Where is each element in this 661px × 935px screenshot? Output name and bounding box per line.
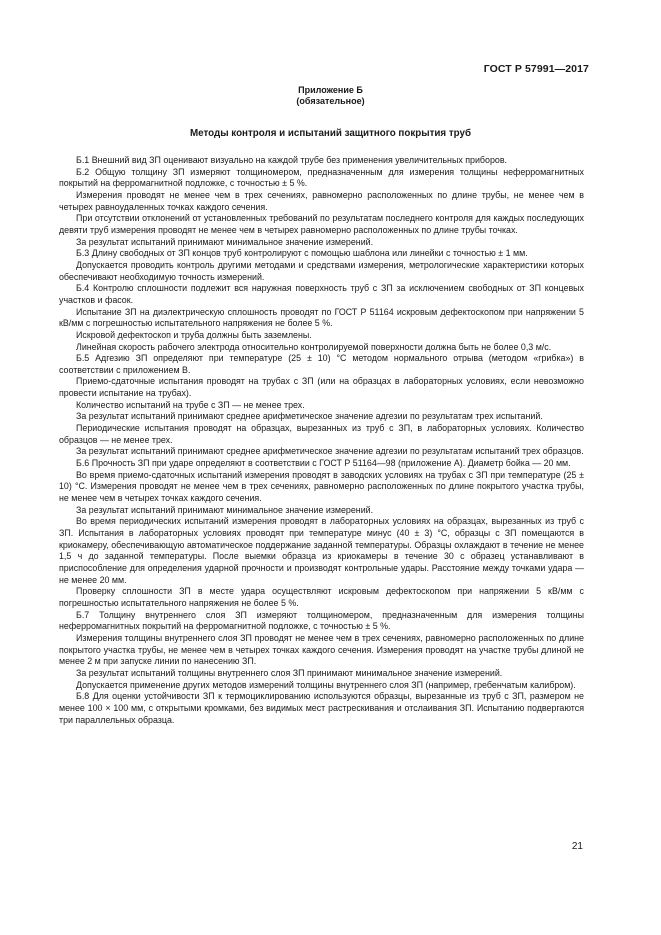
- paragraph: При отсутствии отклонений от установленных требований по результатам последнего контроля для каждых последующих девяти труб измерения проводят не менее чем в четырех равномерно расположенных по длине трубы точках.: [59, 213, 584, 235]
- paragraph: Искровой дефектоскоп и труба должны быть заземлены.: [76, 329, 312, 340]
- paragraph: Количество испытаний на трубе с ЗП — не менее трех.: [76, 399, 305, 410]
- body-text: [59, 155, 584, 726]
- paragraph: За результат испытаний принимают минимальное значение измерений.: [76, 504, 374, 515]
- section-title: Методы контроля и испытаний защитного покрытия труб: [189, 128, 471, 139]
- paragraph: Периодические испытания проводят на образцах, вырезанных из труб с ЗП, в лабораторных условиях. Количество образцов — не менее трех.: [59, 423, 584, 445]
- paragraph: За результат испытаний принимают минимальное значение измерений.: [76, 236, 374, 247]
- appendix-title: Приложение Б: [298, 85, 363, 95]
- paragraph: За результат испытаний толщины внутреннего слоя ЗП принимают минимальное значение измерений.: [76, 667, 503, 678]
- paragraph: Б.2 Общую толщину ЗП измеряют толщиномером, предназначенным для измерения толщины неферромагнитных покрытий на ферромагнитной подложке, с точностью ± 5 %.: [59, 166, 584, 189]
- paragraph: Приемо-сдаточные испытания проводят на трубах с ЗП (или на образцах в лабораторных условиях, если невозможно провести испытание на трубах).: [59, 376, 584, 399]
- paragraph: Б.1 Внешний вид ЗП оценивают визуально на каждой трубе без применения увеличительных приборов.: [76, 155, 507, 165]
- paragraph: Во время периодических испытаний измерения проводят в лабораторных условиях на образцах, вырезанных из труб с ЗП. Испытания в лабораторных условиях проводят при температуре минус (40 ± 3) °С, образцы с ЗП помещаются в криокамеру, обеспечивающую автоматическое поддержание заданной температуры. Образцы охлаждают в течение не менее 1,5 ч до заданной температуры. После выемки образца из криокамеры в течение 30 с образец устанавливают в приспособление для определения ударной прочности и производят контрольные удары. Расстояние между точками удара — не менее 20 мм.: [59, 516, 584, 585]
- page-number: 21: [571, 841, 583, 852]
- paragraph: Проверку сплошности ЗП в месте удара осуществляют искровым дефектоскопом при напряжении 5 кВ/мм с погрешностью испытательного напряжения не более 5 %.: [59, 586, 584, 608]
- paragraph: Измерения толщины внутреннего слоя ЗП проводят не менее чем в трех сечениях, равномерно расположенных по длине покрытого участка трубы, не менее чем в четырех точках каждого сечения. Измерения проводят на участке трубы длиной не менее 2 м при запуске линии по нанесению ЗП.: [59, 632, 584, 667]
- paragraph: Во время приемо-сдаточных испытаний измерения проводят в заводских условиях на трубах с ЗП при температуре (25 ± 10) °С. Измерения проводят не менее чем в трех сечениях, равномерно расположенных по длине покрытого участка трубы, не менее чем в четырех точках каждого сечения.: [59, 469, 584, 504]
- paragraph: Допускается применение других методов измерений толщины внутреннего слоя ЗП (например, гребенчатым калибром).: [76, 679, 576, 690]
- paragraph: Допускается проводить контроль другими методами и средствами измерения, метрологические характеристики которых обеспечивают необходимую точность измерений.: [59, 259, 584, 282]
- paragraph: Б.4 Контролю сплошности подлежит вся наружная поверхность труб с ЗП за исключением свободных от ЗП концевых участков и фасок.: [59, 283, 584, 305]
- paragraph: Б.8 Для оценки устойчивости ЗП к термоциклированию используются образцы, вырезанные из труб с ЗП, размером не менее 100 × 100 мм, с открытыми кромками, без видимых мест растрескивания и отслаивания ЗП. Испытанию подвергаются три параллельных образца.: [59, 691, 584, 725]
- paragraph: Б.3 Длину свободных от ЗП концов труб контролируют с помощью шаблона или линейки с точностью ± 1 мм.: [76, 248, 528, 259]
- paragraph: Линейная скорость рабочего электрода относительно контролируемой поверхности должна быть не более 0,3 м/с.: [76, 341, 552, 352]
- appendix-status: (обязательное): [296, 96, 365, 106]
- paragraph: Измерения проводят не менее чем в трех сечениях, равномерно расположенных по длине трубы, не менее чем в четырех равноудаленных точках каждого сечения.: [59, 189, 584, 212]
- paragraph: Б.5 Адгезию ЗП определяют при температуре (25 ± 10) °С методом нормального отрыва (методом «грибка») в соответствии с приложением В.: [59, 353, 584, 375]
- paragraph: За результат испытаний принимают среднее арифметическое значение адгезии по результатам испытаний трех образцов.: [76, 446, 584, 457]
- paragraph: Испытание ЗП на диэлектрическую сплошность проводят по ГОСТ Р 51164 искровым дефектоскопом при напряжении 5 кВ/мм с погрешностью испытательного напряжения не более 5 %.: [59, 306, 584, 329]
- paragraph: За результат испытаний принимают среднее арифметическое значение адгезии по результатам трех испытаний.: [76, 411, 543, 422]
- paragraph: Б.7 Толщину внутреннего слоя ЗП измеряют толщиномером, предназначенным для измерения толщины неферромагнитных покрытий на ферромагнитной подложке, с точностью ± 5 %.: [59, 609, 584, 632]
- paragraph: Б.6 Прочность ЗП при ударе определяют в соответствии с ГОСТ Р 51164—98 (приложение А). Диаметр бойка — 20 мм.: [76, 458, 571, 469]
- document-code: ГОСТ Р 57991—2017: [483, 63, 589, 75]
- appendix-heading: [0, 85, 661, 107]
